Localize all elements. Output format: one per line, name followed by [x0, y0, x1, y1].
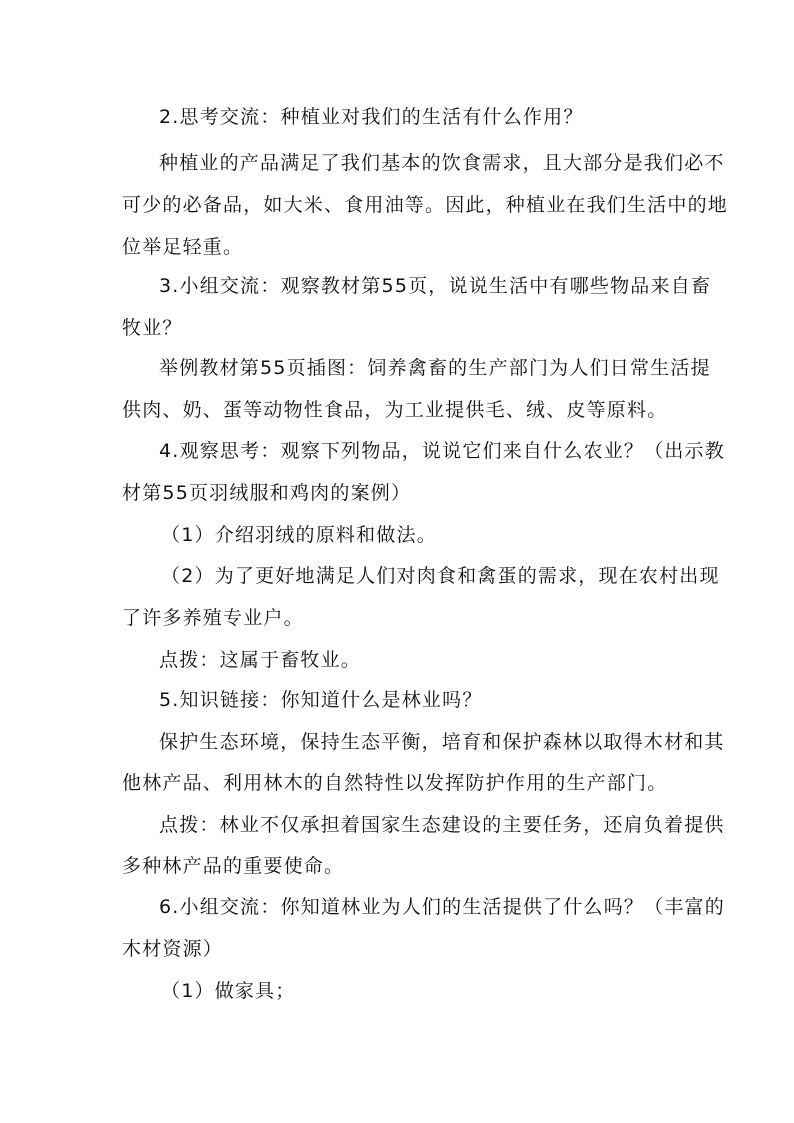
- paragraph-line: 5.知识链接：你知道什么是林业吗？: [159, 689, 483, 711]
- paragraph-line: 4.观察思考：观察下列物品，说说它们来自什么农业？（出示教: [159, 440, 725, 462]
- paragraph-line: 木材资源）: [122, 938, 224, 960]
- paragraph-line: 种植业的产品满足了我们基本的饮食需求，且大部分是我们必不: [159, 152, 725, 174]
- paragraph-line: 保护生态环境，保持生态平衡，培育和保护森林以取得木材和其: [159, 731, 725, 753]
- paragraph-line: 供肉、奶、蛋等动物性食品，为工业提供毛、绒、皮等原料。: [122, 399, 668, 421]
- paragraph-line: 点拨：林业不仅承担着国家生态建设的主要任务，还肩负着提供: [159, 814, 725, 836]
- paragraph-line: （1）介绍羽绒的原料和做法。: [161, 524, 437, 546]
- paragraph-line: （2）为了更好地满足人们对肉食和禽蛋的需求，现在农村出现: [161, 565, 720, 587]
- paragraph-line: 2.思考交流：种植业对我们的生活有什么作用？: [159, 106, 584, 128]
- paragraph-line: 材第55页羽绒服和鸡肉的案例）: [122, 482, 412, 504]
- paragraph-line: 多种林产品的重要使命。: [122, 855, 345, 877]
- paragraph-line: 举例教材第55页插图：饲养禽畜的生产部门为人们日常生活提: [159, 357, 711, 379]
- paragraph-line: 点拨：这属于畜牧业。: [159, 649, 362, 671]
- paragraph-line: （1）做家具；: [161, 980, 296, 1002]
- paragraph-line: 6.小组交流：你知道林业为人们的生活提供了什么吗？（丰富的: [159, 896, 725, 918]
- paragraph-line: 他林产品、利用林木的自然特性以发挥防护作用的生产部门。: [122, 772, 668, 794]
- paragraph-line: 可少的必备品，如大米、食用油等。因此，种植业在我们生活中的地: [122, 194, 729, 216]
- paragraph-line: 3.小组交流：观察教材第55页，说说生活中有哪些物品来自畜: [159, 275, 712, 297]
- paragraph-line: 了许多养殖专业户。: [122, 607, 304, 629]
- paragraph-line: 牧业？: [122, 317, 183, 339]
- paragraph-line: 位举足轻重。: [122, 236, 244, 258]
